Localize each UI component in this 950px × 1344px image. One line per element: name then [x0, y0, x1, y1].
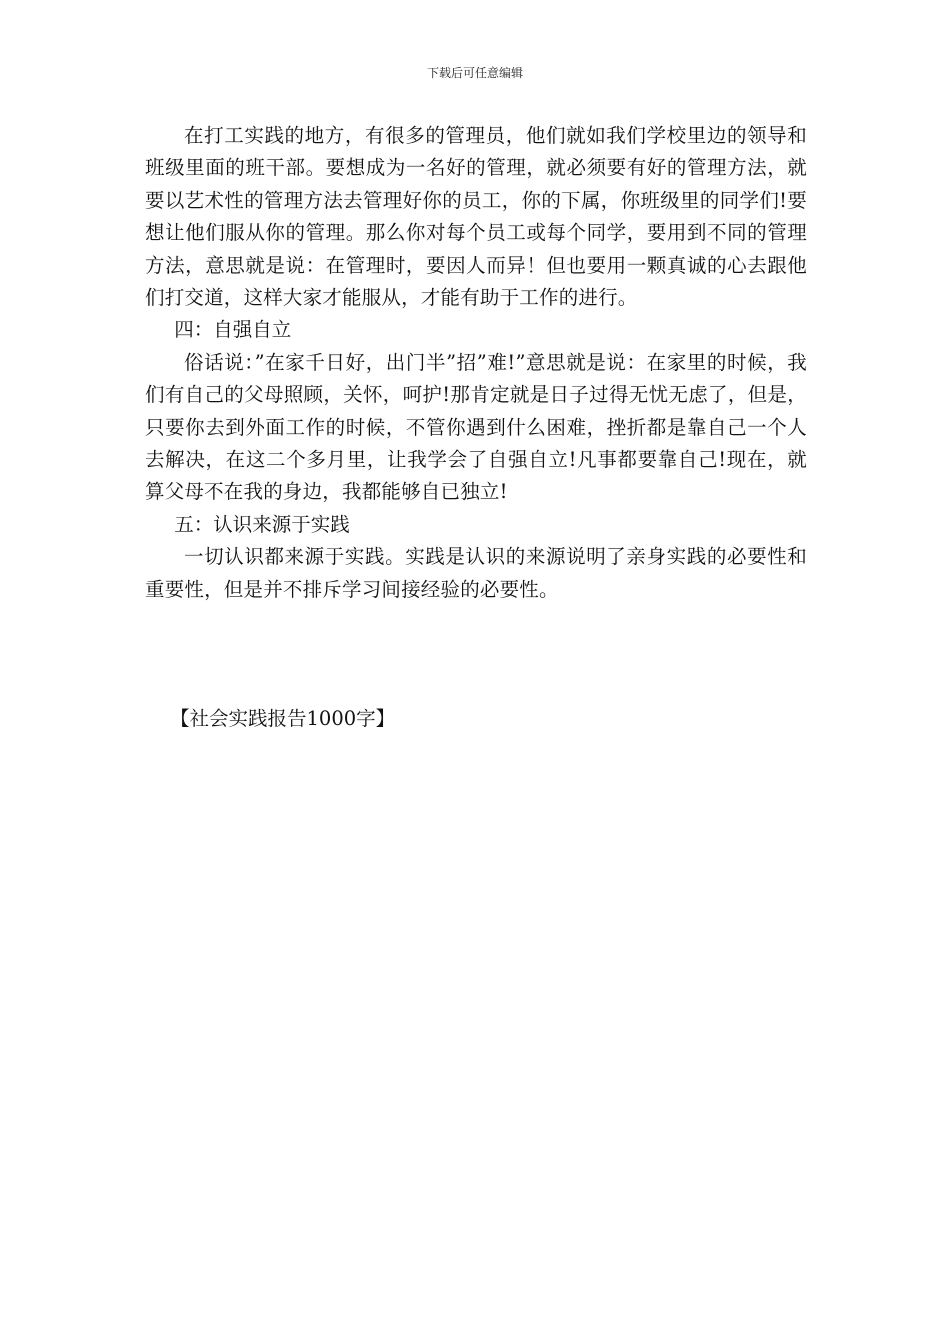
page-header: 下载后可任意编辑	[426, 66, 523, 80]
section-heading-self-reliance: 四：自强自立	[174, 318, 292, 342]
document-body	[145, 120, 807, 606]
section-heading-practice: 五：认识来源于实践	[174, 512, 350, 536]
paragraph-practice: 一切认识都来源于实践。实践是认识的来源说明了亲身实践的必要性和重要性，但是并不排斥学习间接经验的必要性。	[145, 545, 807, 601]
paragraph-management: 在打工实践的地方，有很多的管理员，他们就如我们学校里边的领导和班级里面的班干部。要想成为一名好的管理，就必须要有好的管理方法，就要以艺术性的管理方法去管理好你的员工，你的下属，你班级里的同学们!要想让他们服从你的管理。那么你对每个员工或每个同学，要用到不同的管理方法，意思就是说：在管理时，要因人而异！但也要用一颗真诚的心去跟他们打交道，这样大家才能服从，才能有助于工作的进行。	[145, 124, 807, 310]
paragraph-self-reliance: 俗话说：”在家千日好，出门半”招”难!”意思就是说：在家里的时候，我们有自己的父母照顾，关怀，呵护!那肯定就是日子过得无忧无虑了，但是，只要你去到外面工作的时候，不管你遇到什么困难，挫折都是靠自己一个人去解决，在这二个多月里，让我学会了自强自立!凡事都要靠自己!现在，就算父母不在我的身边，我都能够自已独立!	[145, 350, 807, 504]
report-title: 【社会实践报告1000字】	[170, 707, 396, 730]
